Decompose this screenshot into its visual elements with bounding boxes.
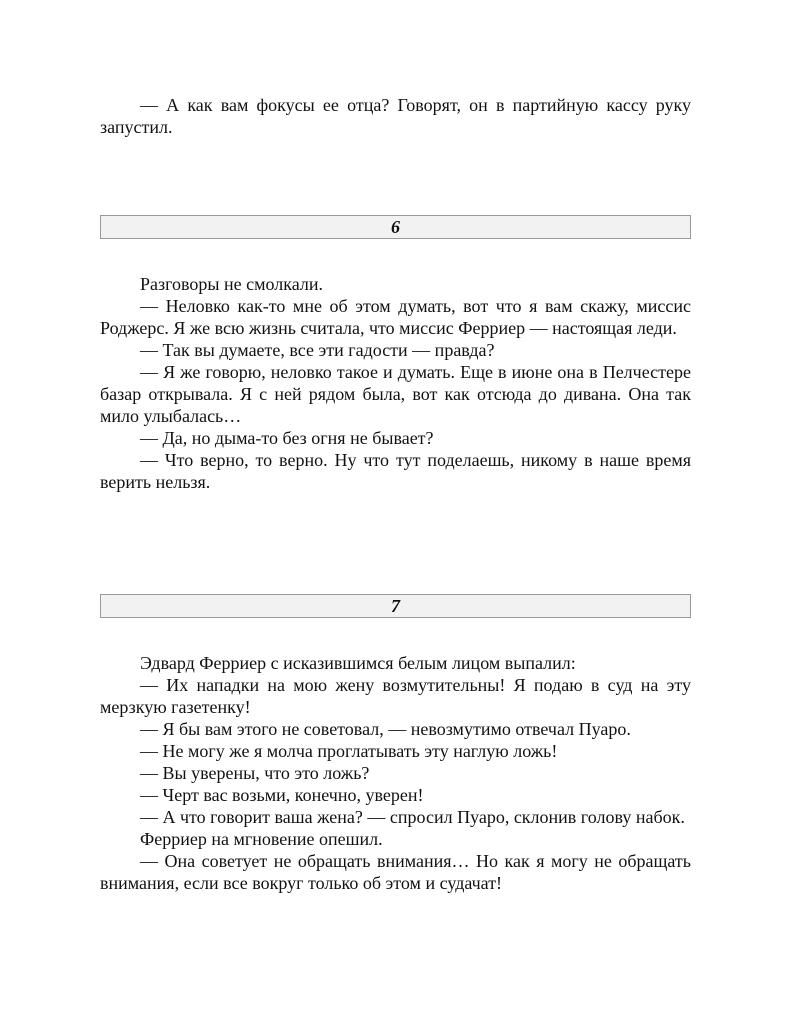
paragraph: — Их нападки на мою жену возмутительны! Я подаю в суд на эту мерзкую газетенку! [100, 675, 691, 717]
paragraph: — А как вам фокусы ее отца? Говорят, он в партийную кассу руку запустил. [100, 95, 691, 137]
section-top [100, 94, 691, 138]
paragraph: Ферриер на мгновение опешил. [140, 829, 383, 849]
paragraph: — Что верно, то верно. Ну что тут поделаешь, никому в наше время верить нельзя. [100, 450, 691, 492]
paragraph: Разговоры не смолкали. [140, 274, 323, 294]
paragraph: — Да, но дыма-то без огня не бывает? [140, 428, 434, 448]
paragraph: — Я же говорю, неловко такое и думать. Еще в июне она в Пелчестере базар открывала. Я с ней рядом была, вот как отсюда до дивана. Она так мило улыбалась… [100, 362, 691, 426]
chapter-heading-7: 7 [100, 594, 691, 618]
chapter-heading-6: 6 [100, 215, 691, 239]
paragraph: — А что говорит ваша жена? — спросил Пуаро, склонив голову набок. [140, 807, 685, 827]
paragraph: — Черт вас возьми, конечно, уверен! [140, 785, 424, 805]
paragraph: — Неловко как-то мне об этом думать, вот что я вам скажу, миссис Роджерс. Я же всю жизнь считала, что миссис Ферриер — настоящая леди. [100, 296, 691, 338]
paragraph: — Так вы думаете, все эти гадости — правда? [140, 340, 495, 360]
paragraph: — Она советует не обращать внимания… Но как я могу не обращать внимания, если все вокруг только об этом и судачат! [100, 851, 691, 893]
paragraph: — Я бы вам этого не советовал, — невозмутимо отвечал Пуаро. [140, 719, 631, 739]
chapter-6-body [100, 273, 691, 493]
paragraph: — Не могу же я молча проглатывать эту наглую ложь! [140, 741, 558, 761]
chapter-7-body [100, 652, 691, 894]
paragraph: — Вы уверены, что это ложь? [140, 763, 370, 783]
paragraph: Эдвард Ферриер с исказившимся белым лицом выпалил: [140, 653, 576, 673]
